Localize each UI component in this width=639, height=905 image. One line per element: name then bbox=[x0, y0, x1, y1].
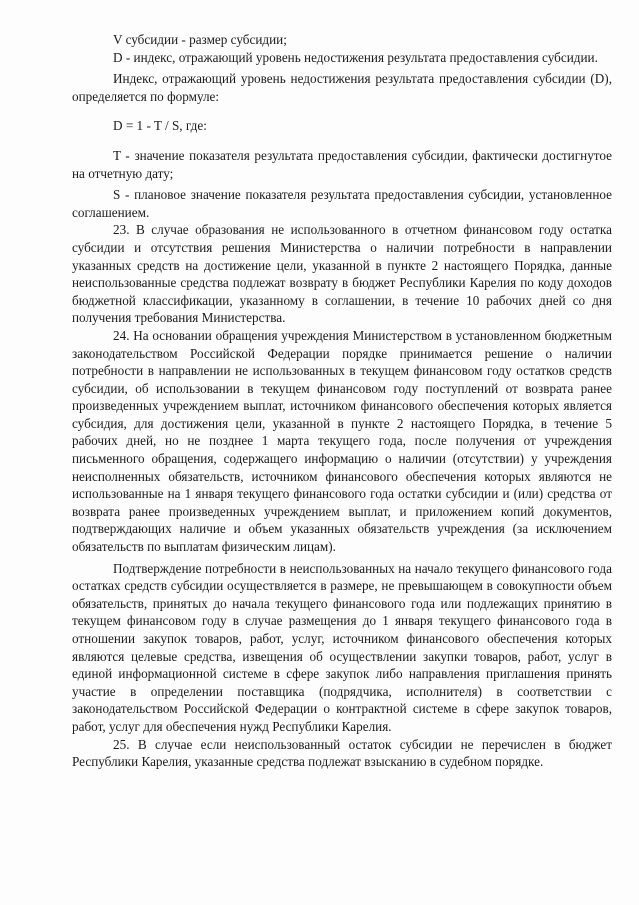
formula: D = 1 - T / S, где: bbox=[113, 118, 207, 134]
document-body bbox=[72, 31, 612, 771]
paragraph-t-definition: T - значение показателя результата предоставления субсидии, фактически достигнутое на отчетную дату; bbox=[72, 147, 612, 181]
paragraph-s-definition: S - плановое значение показателя результата предоставления субсидии, установленное соглашением. bbox=[72, 187, 612, 220]
paragraph-item-23: 23. В случае образования не использованного в отчетном финансовом году остатка субсидии и отсутствия решения Министерства о наличии потребности в направлении указанных средств на достижение цели, указанной в пункте 2 настоящего Порядка, данные неиспользованные средства подлежат возврату в бюджет Республики Карелия по коду доходов бюджетной классификации, указанному в соглашении, в течение 10 рабочих дней со дня получения требования Министерства. bbox=[72, 222, 612, 326]
paragraph-item-25: 25. В случае если неиспользованный остаток субсидии не перечислен в бюджет Республики Карелия, указанные средства подлежат взысканию в судебном порядке. bbox=[72, 736, 612, 770]
paragraph-v-definition: V субсидии - размер субсидии; bbox=[113, 32, 287, 47]
paragraph-index-intro: Индекс, отражающий уровень недостижения результата предоставления субсидии (D), определяется по формуле: bbox=[72, 71, 612, 104]
paragraph-item-24: 24. На основании обращения учреждения Министерством в установленном бюджетным законодательством Российской Федерации порядке принимается решение о наличии потребности в направлении не использованных в текущем финансовом году остатков средств субсидии, об использовании в текущем финансовом году поступлений от возврата ранее произведенных учреждением выплат, источником финансового обеспечения которых является субсидия, для достижения цели, указанной в пункте 2 настоящего Порядка, в течение 5 рабочих дней, но не позднее 1 марта текущего года, после получения от учреждения письменного обращения, содержащего информацию о наличии (отсутствии) у учреждения неисполненных обязательств, источником финансового обеспечения которых являются не использованные на 1 января текущего финансового года остатки субсидии и (или) средства от возврата ранее произведенных учреждением выплат, и приложением копий документов, подтверждающих наличие и объем указанных обязательств учреждения (за исключением обязательств по выплатам физическим лицам). bbox=[72, 327, 612, 555]
paragraph-confirmation: Подтверждение потребности в неиспользованных на начало текущего финансового года остатках средств субсидии осуществляется в размере, не превышающем в совокупности объем обязательств, принятых до начала текущего финансового года или подлежащих принятию в текущем финансовом году в случае размещения до 1 января текущего финансового года в отношении закупок товаров, работ, услуг, источником финансового обеспечения которых являются целевые средства, извещения об осуществлении закупки товаров, работ, услуг в единой информационной системе в сфере закупок либо направления приглашения принять участие в определении поставщика (подрядчика, исполнителя) в соответствии с законодательством Российской Федерации о контрактной системе в сфере закупок товаров, работ, услуг для обеспечения нужд Республики Карелия. bbox=[72, 560, 612, 734]
paragraph-d-definition: D - индекс, отражающий уровень недостижения результата предоставления субсидии. bbox=[113, 49, 598, 65]
